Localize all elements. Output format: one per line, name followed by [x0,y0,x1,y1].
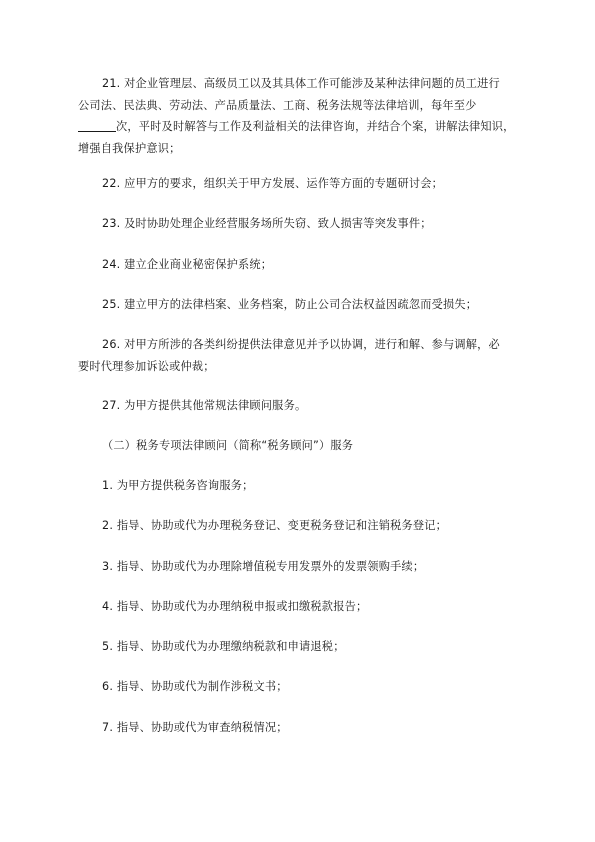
tax-item-3: 3. 指导、协助或代为办理除增值税专用发票外的发票领购手续； [102,560,425,573]
tax-item-5: 5. 指导、协助或代为办理缴纳税款和申请退税； [102,640,345,653]
clause-21-line-4: 增强自我保护意识； [78,141,181,155]
clause-21-line-3 [78,116,528,138]
clause-21 [78,73,528,159]
clause-26-line-1: 26. 对甲方所涉的各类纠纷提供法律意见并予以协调，进行和解、参与调解，必 [102,338,500,351]
tax-item-6: 6. 指导、协助或代为制作涉税文书； [102,680,288,693]
clause-27: 27. 为甲方提供其他常规法律顾问服务。 [102,399,307,412]
clause-21-line-3-text: 次，平时及时解答与工作及利益相关的法律咨询，并结合个案，讲解法律知识， [116,120,515,133]
tax-item-7: 7. 指导、协助或代为审查纳税情况； [102,721,288,734]
clause-21-line-2: 公司法、民法典、劳动法、产品质量法、工商、税务法规等法律培训，每年至少 [78,98,477,112]
tax-item-1: 1. 为甲方提供税务咨询服务； [102,479,254,492]
clause-26 [78,334,528,377]
clause-23: 23. 及时协助处理企业经营服务场所失窃、致人损害等突发事件； [102,217,432,230]
clause-22: 22. 应甲方的要求，组织关于甲方发展、运作等方面的专题研讨会； [102,177,443,190]
clause-21-line-1: 21. 对企业管理层、高级员工以及其具体工作可能涉及某种法律问题的员工进行 [102,77,500,90]
clause-26-line-2: 要时代理参加诉讼或仲裁； [78,359,215,373]
clause-25: 25. 建立甲方的法律档案、业务档案，防止公司合法权益因疏忽而受损失； [102,298,478,311]
clause-24: 24. 建立企业商业秘密保护系统； [102,258,273,271]
tax-item-4: 4. 指导、协助或代为办理纳税申报或扣缴税款报告； [102,600,368,613]
section-2-heading: （二）税务专项法律顾问（简称“税务顾问”）服务 [102,439,354,452]
tax-item-2: 2. 指导、协助或代为办理税务登记、变更税务登记和注销税务登记； [102,519,448,532]
fill-in-blank [78,119,116,132]
